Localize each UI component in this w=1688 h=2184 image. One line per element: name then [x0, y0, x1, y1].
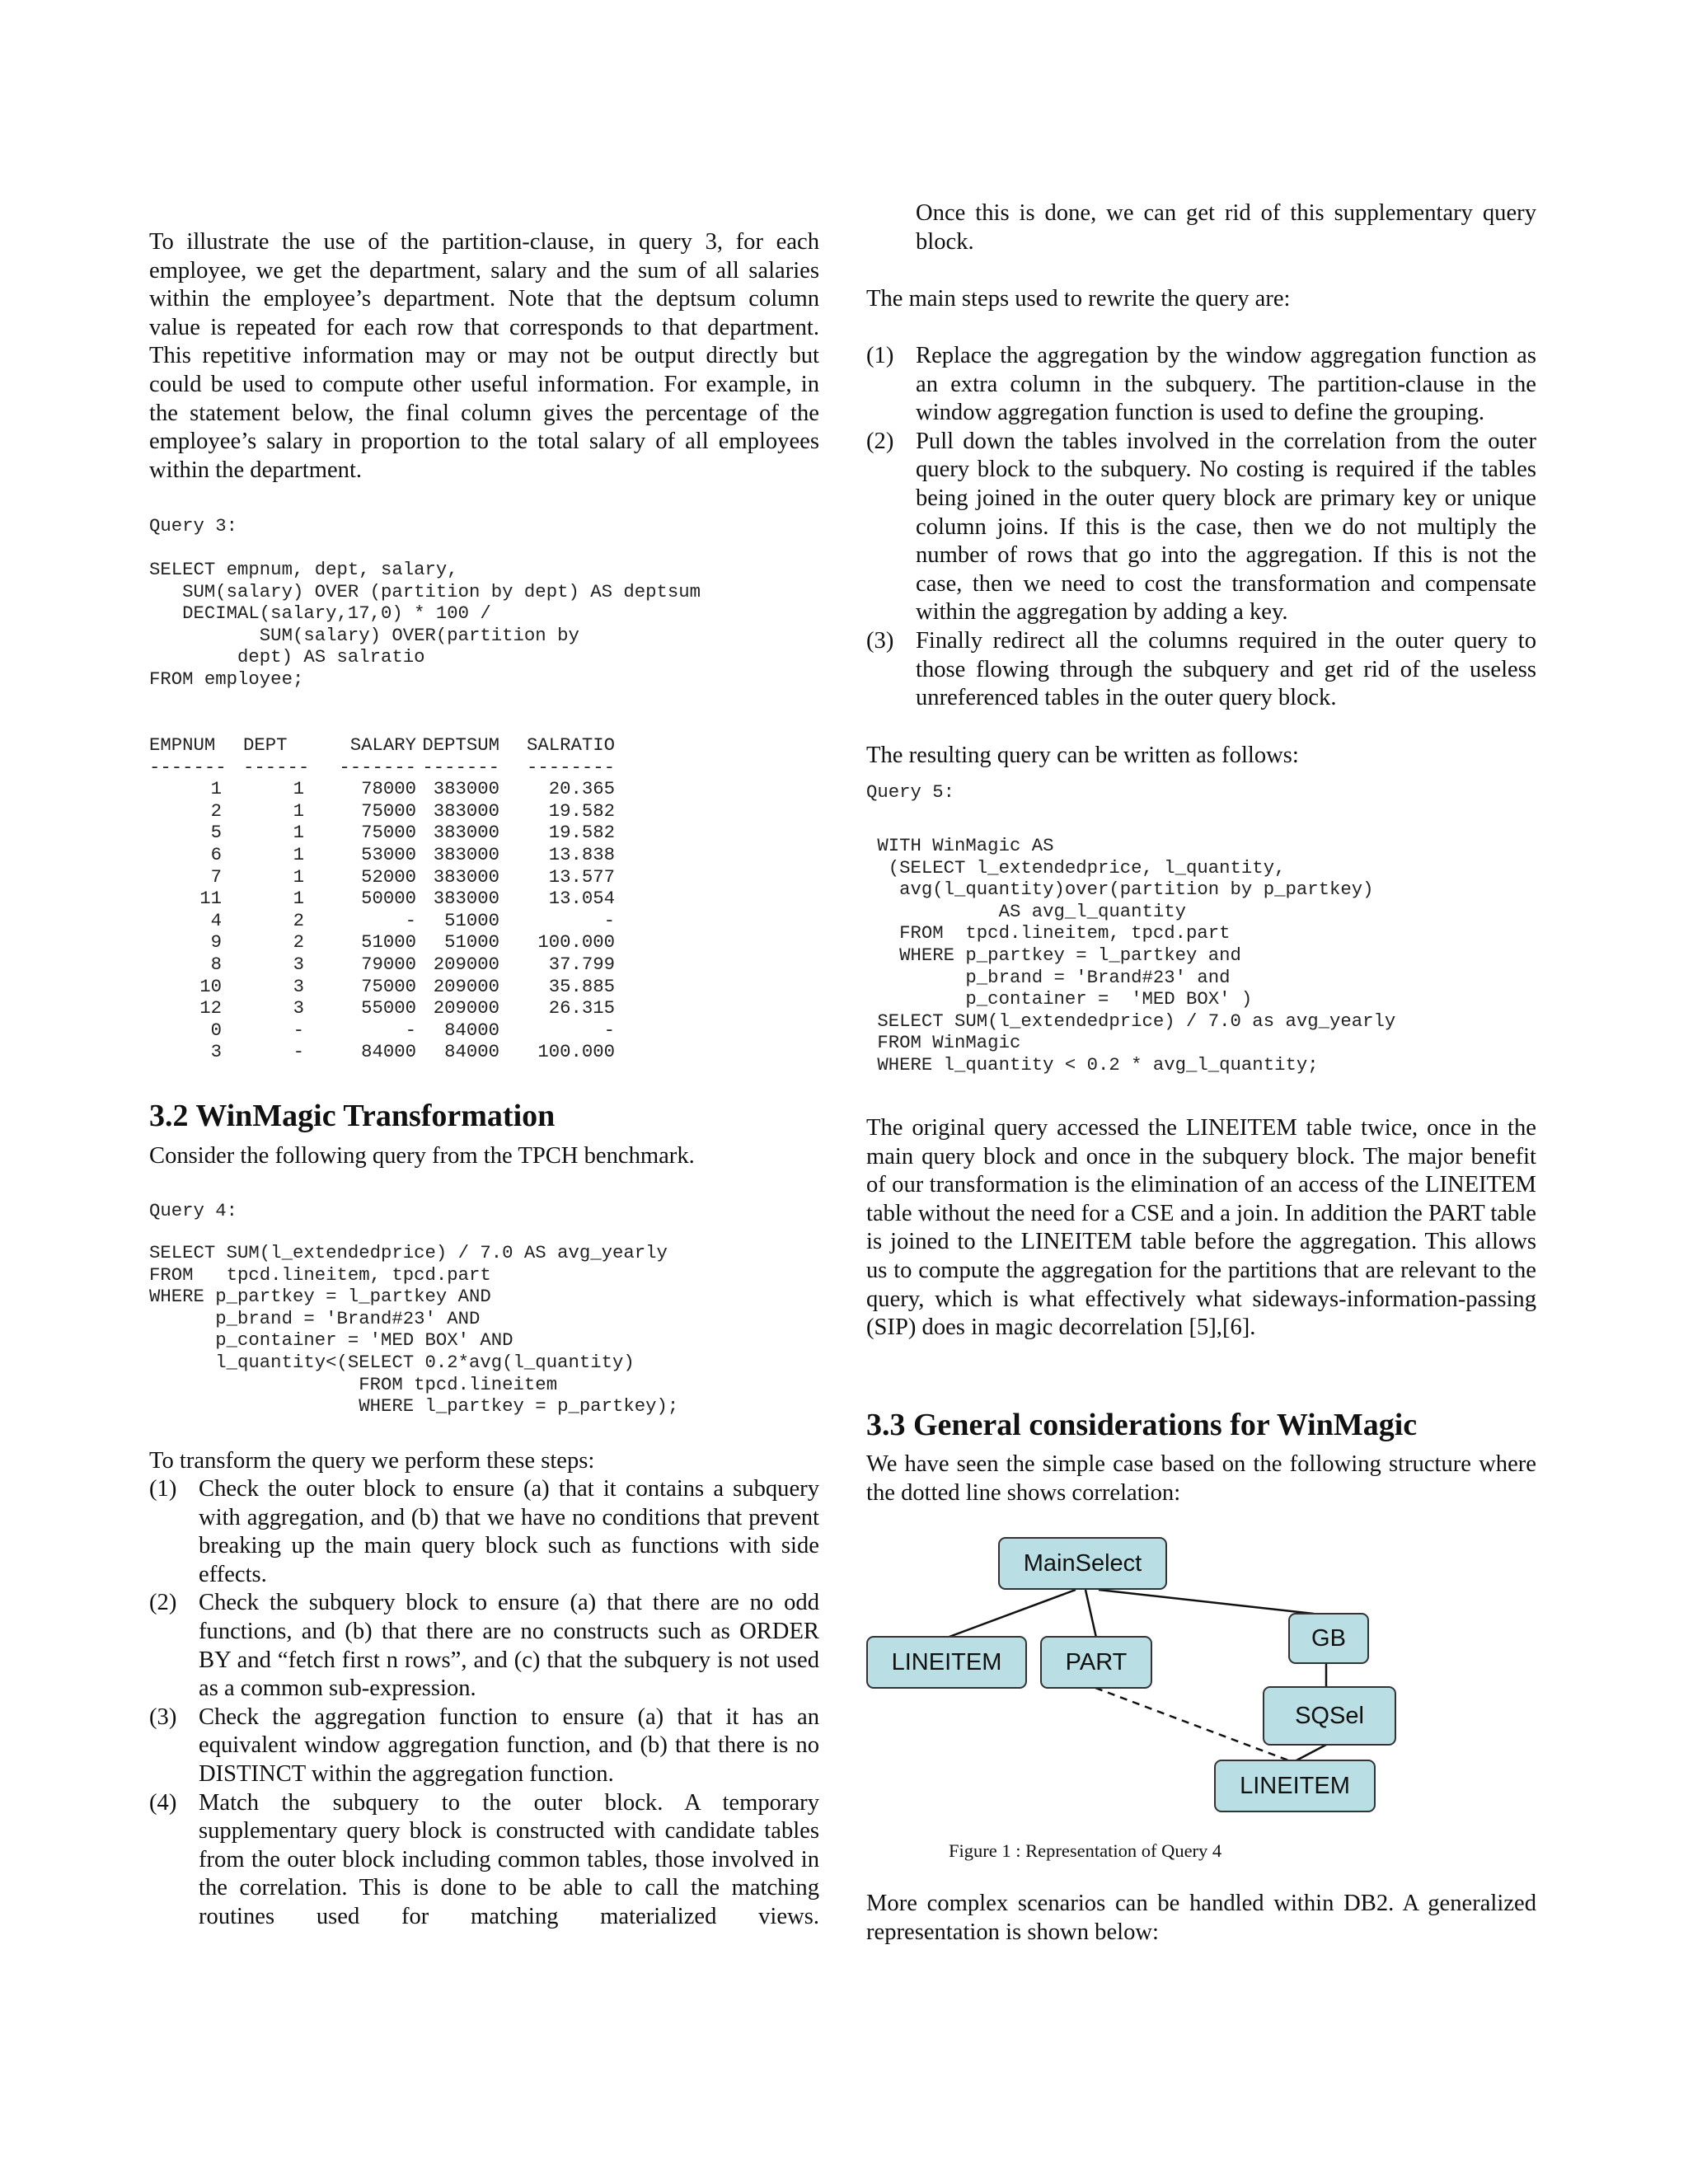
- cell-salary: 75000: [361, 822, 416, 844]
- cell-salary: 79000: [361, 953, 416, 975]
- cell-salary: -: [405, 909, 416, 931]
- cell-empnum: 10: [199, 975, 222, 997]
- cell-empnum: 7: [210, 865, 222, 888]
- step-number: (1): [866, 343, 894, 368]
- list-item: [149, 1589, 819, 1703]
- section-3-3-intro: We have seen the simple case based on the following structure where the dotted line shows correlation:: [866, 1451, 1536, 1506]
- cell-empnum: 4: [210, 909, 222, 931]
- step-text: Check the aggregation function to ensure (a) that it has an equivalent window aggregation function, and (b) that there is no DISTINCT within the aggregation function.: [199, 1704, 819, 1787]
- original-query-paragraph: The original query accessed the LINEITEM table twice, once in the main query block and once in the subquery block. The major benefit of our transformation is the elimination of an access of the LINEITEM table without the need for a CSE and a join. In addition the PART table is joined to the LINEITEM table before the aggregation. This allows us to compute the aggregation for the partitions that are relevant to the query, which is what effectively what sideways-information-passing (SIP) does in magic decorrelation [5],[6].: [866, 1115, 1536, 1341]
- node-sqsel: SQSel: [1263, 1686, 1396, 1746]
- cell-salary: 78000: [361, 778, 416, 800]
- header-salary: SALARY: [349, 734, 416, 756]
- cell-salary: 52000: [361, 865, 416, 888]
- cell-salratio: 13.054: [548, 888, 615, 910]
- cell-salary: 75000: [361, 799, 416, 822]
- table-row: [149, 778, 615, 800]
- cell-salratio: 100.000: [537, 1041, 615, 1063]
- step-text: Check the outer block to ensure (a) that it contains a subquery with aggregation, and (b) that we have no conditions that prevent breaking up the main query block such as functions with side effects.: [199, 1476, 819, 1587]
- cell-salratio: 35.885: [548, 975, 615, 997]
- intro-paragraph: To illustrate the use of the partition-clause, in query 3, for each employee, we get the department, salary and the sum of all salaries within the employee’s department. Note that the deptsum column value is repeated for each row that corresponds to that department. This repetitive information may or may not be output directly but could be used to compute other useful information. For example, in the statement below, the final column gives the percentage of the employee’s salary in proportion to the total salary of all employees within the department.: [149, 229, 819, 483]
- cell-dept: 1: [293, 865, 304, 888]
- cell-empnum: 9: [210, 931, 222, 954]
- step-text: Finally redirect all the columns required in the outer query to those flowing through the subquery and get rid of the useless unreferenced tables in the outer query block.: [916, 627, 1536, 711]
- cell-empnum: 8: [210, 953, 222, 975]
- step-number: (1): [149, 1476, 177, 1502]
- cell-empnum: 11: [199, 888, 222, 910]
- section-3-3-heading: 3.3 General considerations for WinMagic: [866, 1408, 1418, 1442]
- table-row: [149, 976, 615, 998]
- cell-salratio: 26.315: [548, 997, 615, 1019]
- cell-dept: -: [293, 1041, 304, 1063]
- table-row: [149, 1041, 615, 1063]
- cell-dept: 1: [293, 888, 304, 910]
- cell-salratio: 100.000: [537, 931, 615, 954]
- cell-deptsum: 209000: [433, 997, 499, 1019]
- cell-dept: 1: [293, 822, 304, 844]
- cell-salratio: 19.582: [548, 799, 615, 822]
- cell-empnum: 12: [199, 997, 222, 1019]
- cell-empnum: 0: [210, 1019, 222, 1041]
- query3-code: SELECT empnum, dept, salary, SUM(salary) OVER (partition by dept) AS deptsum DECIMAL(salary,17,0) * 100 / SUM(salary) OVER(partition by dept) AS salratio FROM employee;: [149, 559, 701, 690]
- list-item: [866, 428, 1536, 627]
- cell-deptsum: 383000: [433, 799, 499, 822]
- cell-salary: 50000: [361, 888, 416, 910]
- step-number: (2): [866, 428, 894, 454]
- step-text: Replace the aggregation by the window aggregation function as an extra column in the subquery. The partition-clause in the window aggregation function is used to define the grouping.: [916, 343, 1536, 426]
- cell-dept: 3: [293, 953, 304, 975]
- table-header-row: [149, 734, 615, 757]
- cell-salary: 75000: [361, 975, 416, 997]
- dash-cell: --------: [526, 756, 615, 778]
- cell-dept: 1: [293, 843, 304, 865]
- edge-sqsel-lineitem: [1295, 1745, 1326, 1761]
- dash-cell: -------: [339, 756, 416, 778]
- table-dash-row: [149, 757, 615, 779]
- cell-empnum: 3: [210, 1041, 222, 1063]
- continuation-paragraph: Once this is done, we can get rid of this supplementary query block.: [916, 200, 1536, 255]
- cell-dept: -: [293, 1019, 304, 1041]
- cell-deptsum: 383000: [433, 888, 499, 910]
- cell-salary: 53000: [361, 843, 416, 865]
- cell-empnum: 6: [210, 843, 222, 865]
- cell-deptsum: 84000: [444, 1041, 499, 1063]
- cell-deptsum: 383000: [433, 843, 499, 865]
- correlation-dashed-line: [1095, 1688, 1291, 1761]
- cell-deptsum: 383000: [433, 865, 499, 888]
- cell-salratio: 13.838: [548, 843, 615, 865]
- cell-empnum: 2: [210, 799, 222, 822]
- node-lineitem-sub: LINEITEM: [1214, 1760, 1376, 1812]
- table-row: [149, 910, 615, 932]
- table-row: [149, 954, 615, 976]
- table-row: [149, 844, 615, 866]
- cell-dept: 2: [293, 931, 304, 954]
- cell-deptsum: 51000: [444, 909, 499, 931]
- cell-dept: 1: [293, 778, 304, 800]
- steps-list: [149, 1475, 819, 1932]
- list-item: [149, 1704, 819, 1789]
- cell-salratio: 19.582: [548, 822, 615, 844]
- header-salratio: SALRATIO: [526, 734, 615, 756]
- edge-mainselect-lineitem: [947, 1590, 1076, 1638]
- query5-label: Query 5:: [866, 781, 955, 803]
- cell-dept: 3: [293, 975, 304, 997]
- step-number: (3): [866, 627, 894, 654]
- cell-deptsum: 383000: [433, 822, 499, 844]
- dash-cell: -------: [422, 756, 499, 778]
- steps-intro: To transform the query we perform these steps:: [149, 1448, 595, 1474]
- cell-empnum: 1: [210, 778, 222, 800]
- query3-label: Query 3:: [149, 515, 238, 537]
- section-3-2-heading: 3.2 WinMagic Transformation: [149, 1099, 556, 1133]
- result-table: [149, 734, 615, 1063]
- table-row: [149, 822, 615, 844]
- cell-deptsum: 209000: [433, 975, 499, 997]
- list-item: [149, 1475, 819, 1589]
- header-dept: DEPT: [243, 734, 288, 756]
- cell-salratio: -: [603, 909, 615, 931]
- cell-empnum: 5: [210, 822, 222, 844]
- cell-dept: 3: [293, 997, 304, 1019]
- more-complex-paragraph: More complex scenarios can be handled within DB2. A generalized representation is shown below:: [866, 1891, 1536, 1945]
- list-item: [149, 1789, 819, 1932]
- query5-code: WITH WinMagic AS (SELECT l_extendedprice, l_quantity, avg(l_quantity)over(partition by p_partkey) AS avg_l_quantity FROM tpcd.lineitem, tpcd.part WHERE p_partkey = l_partkey and p_brand = 'Brand#23' and p_container = 'MED BOX' ) SELECT SUM(l_extendedprice) / 7.0 as avg_yearly FROM WinMagic WHERE l_quantity < 0.2 * avg_l_quantity;: [877, 835, 1396, 1076]
- query4-code: SELECT SUM(l_extendedprice) / 7.0 AS avg_yearly FROM tpcd.lineitem, tpcd.part WHERE p_partkey = l_partkey AND p_brand = 'Brand#23' AND p_container = 'MED BOX' AND l_quantity<(SELECT 0.2*avg(l_quantity) FROM tpcd.lineitem WHERE l_partkey = p_partkey);: [149, 1242, 679, 1418]
- table-row: [149, 1019, 615, 1042]
- cell-salratio: -: [603, 1019, 615, 1041]
- cell-deptsum: 84000: [444, 1019, 499, 1041]
- cell-salary: 55000: [361, 997, 416, 1019]
- list-item: [866, 342, 1536, 428]
- result-intro: The resulting query can be written as follows:: [866, 743, 1299, 768]
- query4-label: Query 4:: [149, 1200, 238, 1221]
- cell-salratio: 37.799: [548, 953, 615, 975]
- main-steps-list: [866, 342, 1536, 713]
- figure-1: [866, 1533, 1536, 1821]
- table-row: [149, 866, 615, 888]
- list-item: [866, 627, 1536, 713]
- node-lineitem: LINEITEM: [866, 1636, 1027, 1689]
- dash-cell: -------: [149, 756, 227, 778]
- cell-salary: 84000: [361, 1041, 416, 1063]
- header-empnum: EMPNUM: [149, 734, 216, 756]
- edge-mainselect-part: [1085, 1590, 1096, 1638]
- cell-deptsum: 383000: [433, 778, 499, 800]
- cell-dept: 1: [293, 799, 304, 822]
- table-row: [149, 997, 615, 1019]
- edge-mainselect-gb: [1099, 1590, 1314, 1614]
- table-row: [149, 800, 615, 823]
- step-number: (3): [149, 1704, 177, 1730]
- cell-deptsum: 51000: [444, 931, 499, 954]
- dash-cell: ------: [243, 756, 310, 778]
- node-mainselect: MainSelect: [998, 1537, 1167, 1590]
- node-part: PART: [1040, 1636, 1152, 1689]
- cell-dept: 2: [293, 909, 304, 931]
- table-body: [149, 778, 615, 1063]
- cell-salratio: 13.577: [548, 865, 615, 888]
- step-number: (4): [149, 1789, 177, 1816]
- section-3-2-intro: Consider the following query from the TPCH benchmark.: [149, 1143, 695, 1169]
- cell-salary: 51000: [361, 931, 416, 954]
- table-row: [149, 888, 615, 910]
- cell-salratio: 20.365: [548, 778, 615, 800]
- step-text: Match the subquery to the outer block. A temporary supplementary query block is constructed with candidate tables from the outer block including common tables, those involved in the correlation. This is done to be able to call the matching routines used for matching materialized views.: [199, 1789, 819, 1929]
- main-steps-intro: The main steps used to rewrite the query are:: [866, 286, 1291, 312]
- header-deptsum: DEPTSUM: [422, 734, 499, 756]
- figure-caption: Figure 1 : Representation of Query 4: [949, 1840, 1222, 1861]
- step-text: Pull down the tables involved in the correlation from the outer query block to the subquery. No costing is required if the tables being joined in the outer query block are primary key or unique column joins. If this is the case, then we do not multiply the number of rows that go into the aggregation. If this is not the case, then we need to cost the transformation and compensate within the aggregation by adding a key.: [916, 428, 1536, 626]
- step-text: Check the subquery block to ensure (a) that there are no odd functions, and (b) that there are no constructs such as ORDER BY and “fetch first n rows”, and (c) that the subquery is not used as a common sub-expression.: [199, 1590, 819, 1702]
- step-number: (2): [149, 1590, 177, 1616]
- cell-salary: -: [405, 1019, 416, 1041]
- table-row: [149, 931, 615, 954]
- cell-deptsum: 209000: [433, 953, 499, 975]
- node-gb: GB: [1288, 1613, 1369, 1664]
